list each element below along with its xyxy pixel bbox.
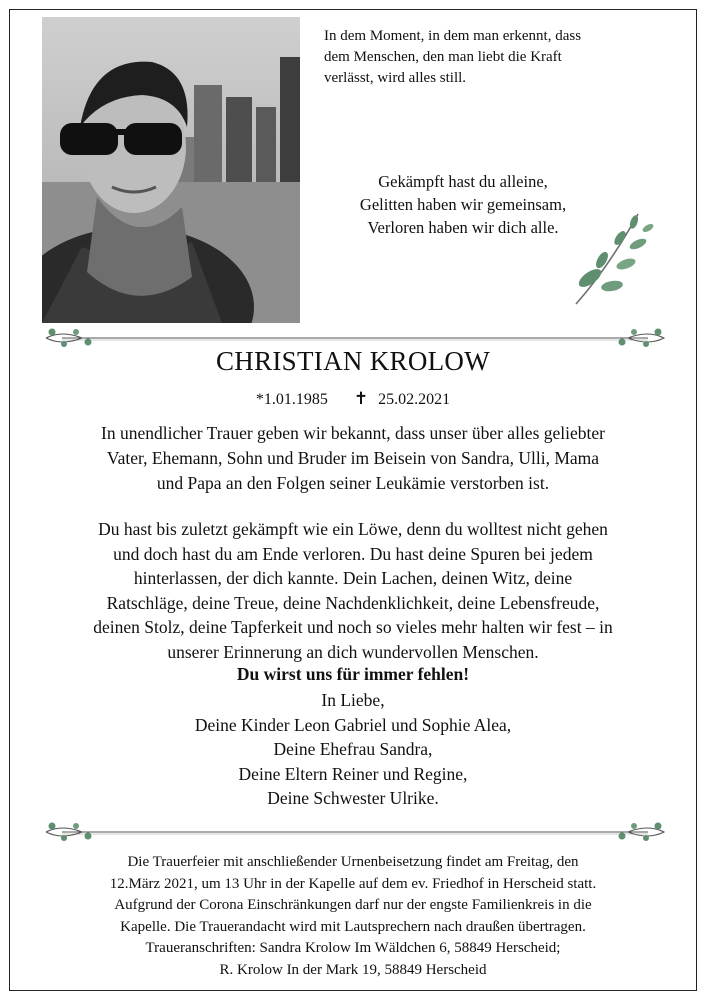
quote-line: dem Menschen, den man liebt die Kraft	[324, 49, 562, 65]
death-date: 25.02.2021	[378, 391, 451, 408]
announcement-line: Vater, Ehemann, Sohn und Bruder im Beisein von Sandra, Ulli, Mama	[106, 448, 600, 468]
funeral-line: Aufgrund der Corona Einschränkungen darf nur der engste Familienkreis in die	[114, 897, 592, 913]
leaf-sprig-icon	[568, 208, 660, 308]
birth-date: *1.01.1985	[255, 391, 328, 408]
tribute-line: und doch hast du am Ende verloren. Du hast deine Spuren bei jedem	[113, 543, 593, 564]
tribute-line: unserer Erinnerung an dich wundervollen Menschen.	[167, 641, 539, 662]
announcement	[36, 421, 670, 496]
announcement-line: In unendlicher Trauer geben wir bekannt, dass unser über alles geliebter	[101, 423, 605, 443]
signature-line: Deine Ehefrau Sandra,	[273, 739, 433, 759]
tribute-line: Ratschläge, deine Treue, deine Nachdenklichkeit, deine Lebensfreude,	[106, 592, 600, 613]
tribute-line: Du hast bis zuletzt gekämpft wie ein Löwe, denn du wolltest nicht gehen	[98, 519, 608, 539]
announcement-line: und Papa an den Folgen seiner Leukämie verstorben ist.	[156, 473, 550, 493]
funeral-line: Kapelle. Die Trauerandacht wird mit Lautsprechern nach draußen übertragen.	[120, 918, 586, 935]
signature-block	[0, 688, 706, 811]
tribute-line: deinen Stolz, deine Tapferkeit und noch so vieles mehr halten wir fest – in	[93, 617, 613, 638]
signature-line: Deine Schwester Ulrike.	[267, 788, 439, 808]
verse	[318, 170, 608, 239]
quote-line: verlässt, wird alles still.	[324, 70, 467, 86]
funeral-line: R. Krolow In der Mark 19, 58849 Herscheid	[219, 961, 487, 978]
verse-line: Verloren haben wir dich alle.	[367, 218, 559, 237]
opening-quote	[324, 26, 664, 89]
funeral-line: Traueranschriften: Sandra Krolow Im Wäldchen 6, 58849 Herscheid;	[145, 940, 561, 956]
funeral-line: Die Trauerfeier mit anschließender Urnenbeisetzung findet am Freitag, den	[127, 854, 579, 870]
tribute	[36, 517, 670, 665]
signature-line: In Liebe,	[321, 690, 385, 710]
tribute-line: hinterlassen, der dich kannte. Dein Lachen, deinen Witz, deine	[133, 568, 573, 589]
verse-line: Gekämpft hast du alleine,	[378, 172, 548, 191]
signature-line: Deine Kinder Leon Gabriel und Sophie Alea,	[194, 714, 512, 735]
emphasis-line: Du wirst uns für immer fehlen!	[236, 664, 470, 684]
quote-line: In dem Moment, in dem man erkennt, dass	[324, 28, 582, 44]
life-dates	[0, 389, 706, 409]
verse-line: Gelitten haben wir gemeinsam,	[359, 195, 567, 214]
signature-line: Deine Eltern Reiner und Regine,	[238, 763, 468, 784]
funeral-details	[40, 852, 666, 981]
vine-divider-bottom	[42, 820, 668, 844]
cross-icon: ✝	[353, 389, 369, 408]
deceased-name: CHRISTIAN KROLOW	[215, 346, 491, 376]
portrait-photo	[42, 17, 300, 323]
funeral-line: 12.März 2021, um 13 Uhr in der Kapelle auf dem ev. Friedhof in Herscheid statt.	[109, 875, 597, 892]
